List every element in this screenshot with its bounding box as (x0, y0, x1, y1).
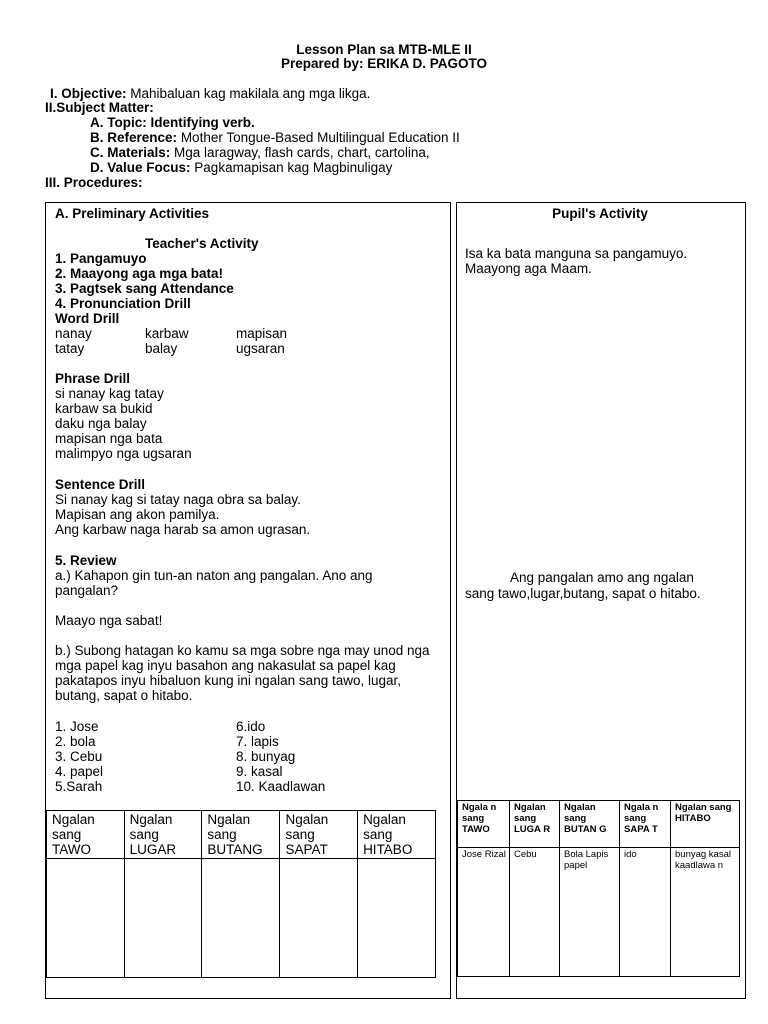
value-focus-label: D. Value Focus: (90, 160, 191, 175)
table-header-cell: Ngalan sang LUGAR (124, 811, 202, 859)
table-header-cell: Ngalan sang LUGA R (510, 801, 560, 848)
value-focus-line (90, 160, 392, 175)
teacher-activity-title: Teacher's Activity (145, 236, 259, 251)
table-header-cell: Ngalan sang HITABO (358, 811, 436, 859)
prepared-by: Prepared by: ERIKA D. PAGOTO (280, 56, 488, 71)
table-empty-cell (280, 859, 358, 978)
value-focus-text: Pagkamapisan kag Magbinuligay (194, 160, 393, 175)
word-list-item: 10. Kaadlawan (236, 779, 326, 794)
word-drill-word: tatay (55, 341, 85, 356)
table-header-cell: Ngalan sang SAPAT (280, 811, 358, 859)
word-drill-word: mapisan (236, 326, 288, 341)
word-drill-word: nanay (55, 326, 92, 341)
pupil-review-answer: sang tawo,lugar,butang, sapat o hitabo. (465, 586, 701, 601)
table-header-cell: Ngalan sang HITABO (671, 801, 740, 848)
reference-text: Mother Tongue-Based Multilingual Education II (180, 130, 460, 145)
word-list-item: 6.ido (236, 719, 266, 734)
table-header-cell: Ngalan sang BUTAN G (560, 801, 620, 848)
word-drill-title: Word Drill (55, 311, 120, 326)
phrase-item: karbaw sa bukid (55, 401, 153, 416)
phrase-item: daku nga balay (55, 416, 147, 431)
review-question-a: a.) Kahapon gin tun-an naton ang pangalan. Ano ang pangalan? (55, 568, 373, 598)
phrase-item: malimpyo nga ugsaran (55, 446, 192, 461)
phrase-drill-title: Phrase Drill (55, 371, 131, 386)
pupil-activity-title: Pupil's Activity (552, 206, 648, 221)
table-cell: Bola Lapis papel (560, 848, 620, 977)
table-cell: Cebu (510, 848, 560, 977)
topic-line: A. Topic: Identifying verb. (90, 115, 255, 130)
table-header-cell: Ngala n sang TAWO (458, 801, 510, 848)
word-list-item: 2. bola (55, 734, 96, 749)
sentence-item: Si nanay kag si tatay naga obra sa balay. (55, 492, 301, 507)
table-empty-cell (358, 859, 436, 978)
pupil-response: Maayong aga Maam. (465, 261, 592, 276)
review-instruction-b: b.) Subong hatagan ko kamu sa mga sobre nga may unod nga mga papel kag inyu basahon ang nakasulat sa papel kag pakatapos inyu hibaluon kung ini ngalan sang tawo, lugar, butang, sapat o hitabo. (55, 643, 430, 703)
procedures-label: III. Procedures: (45, 175, 143, 190)
table-empty-cell (47, 859, 125, 978)
materials-text: Mga laragway, flash cards, chart, cartolina, (174, 145, 430, 160)
subject-matter-label: II.Subject Matter: (45, 100, 154, 115)
sentence-item: Ang karbaw naga harab sa amon ugrasan. (55, 522, 311, 537)
materials-label: C. Materials: (90, 145, 171, 160)
step-item: 3. Pagtsek sang Attendance (55, 281, 234, 296)
table-empty-cell (124, 859, 202, 978)
table-cell: bunyag kasal kaadlawa n (671, 848, 740, 977)
review-title: 5. Review (55, 553, 117, 568)
preliminary-title: A. Preliminary Activities (55, 206, 210, 221)
pupil-response: Isa ka bata manguna sa pangamuyo. (465, 246, 688, 261)
step-item: 4. Pronunciation Drill (55, 296, 191, 311)
word-list-item: 9. kasal (236, 764, 283, 779)
review-praise: Maayo nga sabat! (55, 613, 163, 628)
pupil-classification-table (457, 800, 740, 977)
sentence-item: Mapisan ang akon pamilya. (55, 507, 220, 522)
word-drill-word: karbaw (145, 326, 189, 341)
objective-line (50, 86, 370, 101)
table-empty-cell (202, 859, 280, 978)
word-list-item: 1. Jose (55, 719, 99, 734)
word-list-item: 3. Cebu (55, 749, 103, 764)
materials-line (90, 145, 430, 160)
pupil-review-answer: Ang pangalan amo ang ngalan (510, 570, 694, 585)
table-header-cell: Ngalan sang BUTANG (202, 811, 280, 859)
word-drill-word: balay (145, 341, 178, 356)
table-header-cell: Ngalan sang TAWO (47, 811, 125, 859)
objective-text: Mahibaluan kag makilala ang mga likga. (130, 86, 371, 101)
reference-line (90, 130, 460, 145)
document-title: Lesson Plan sa MTB-MLE II (296, 42, 472, 57)
table-cell: Jose Rizal (458, 848, 510, 977)
word-list-item: 8. bunyag (236, 749, 296, 764)
table-header-cell: Ngala n sang SAPA T (620, 801, 671, 848)
step-item: 2. Maayong aga mga bata! (55, 266, 224, 281)
sentence-drill-title: Sentence Drill (55, 477, 146, 492)
table-cell: ido (620, 848, 671, 977)
word-list-item: 4. papel (55, 764, 104, 779)
word-list-item: 7. lapis (236, 734, 279, 749)
phrase-item: si nanay kag tatay (55, 386, 164, 401)
reference-label: B. Reference: (90, 130, 178, 145)
step-item: 1. Pangamuyo (55, 251, 147, 266)
teacher-classification-table (46, 810, 436, 978)
phrase-item: mapisan nga bata (55, 431, 163, 446)
objective-label: I. Objective: (50, 86, 127, 101)
word-drill-word: ugsaran (236, 341, 285, 356)
word-list-item: 5.Sarah (55, 779, 103, 794)
